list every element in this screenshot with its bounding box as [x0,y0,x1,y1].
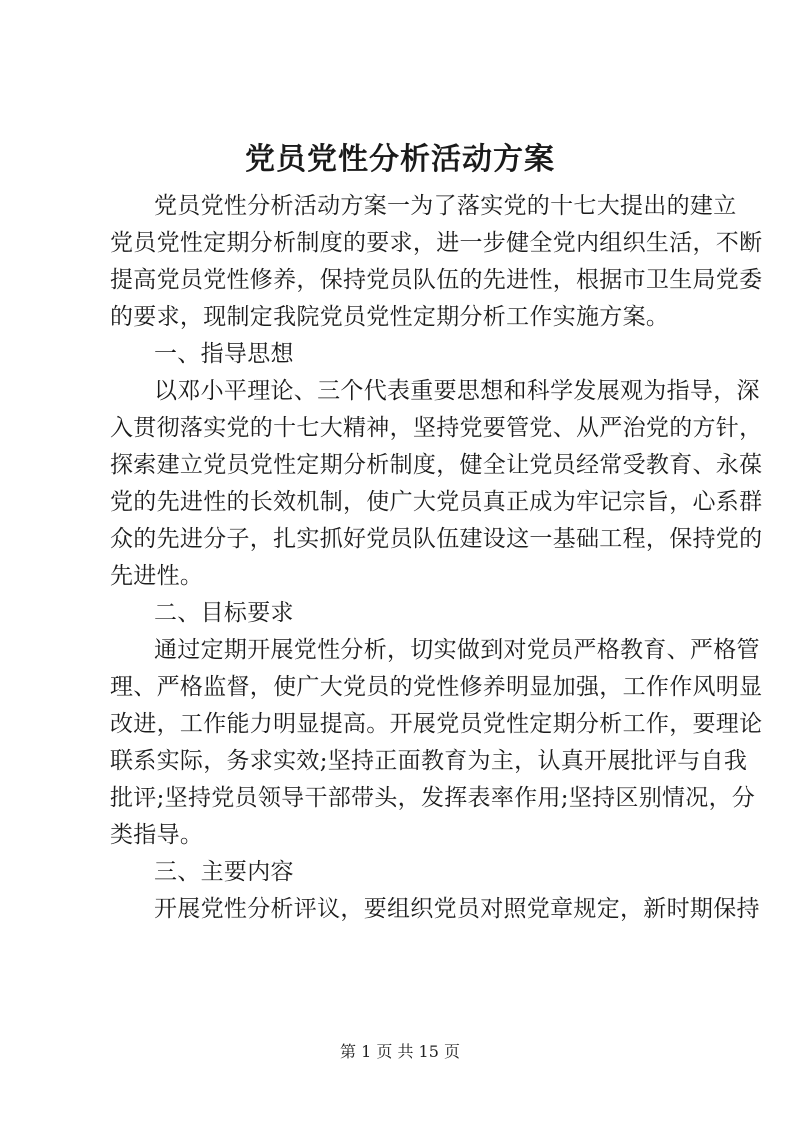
section-heading: 三、主要内容 [154,859,294,885]
paragraph-line: 理、严格监督，使广大党员的党性修养明显加强，工作作风明显 [110,674,763,700]
paragraph-line: 的要求，现制定我院党员党性定期分析工作实施方案。 [110,304,670,330]
paragraph-line: 通过定期开展党性分析，切实做到对党员严格教育、严格管 [154,637,760,663]
paragraph-line: 改进，工作能力明显提高。开展党员党性定期分析工作，要理论 [110,711,763,737]
paragraph-line: 联系实际，务求实效;坚持正面教育为主，认真开展批评与自我 [110,748,748,774]
paragraph-line: 党的先进性的长效机制，使广大党员真正成为牢记宗旨，心系群 [110,489,763,515]
paragraph-line: 开展党性分析评议，要组织党员对照党章规定，新时期保持 [154,896,760,922]
page-number-footer: 第 1 页 共 15 页 [340,1042,460,1061]
paragraph-line: 探索建立党员党性定期分析制度，健全让党员经常受教育、永葆 [110,452,763,478]
paragraph-line: 党员党性分析活动方案一为了落实党的十七大提出的建立 [154,193,737,219]
section-heading: 二、目标要求 [154,600,294,626]
paragraph-line: 众的先进分子，扎实抓好党员队伍建设这一基础工程，保持党的 [110,526,763,552]
document-title: 党员党性分析活动方案 [245,142,555,177]
paragraph-line: 类指导。 [110,822,204,848]
paragraph-line: 提高党员党性修养，保持党员队伍的先进性，根据市卫生局党委 [110,267,763,293]
paragraph-line: 入贯彻落实党的十七大精神，坚持党要管党、从严治党的方针， [110,415,763,441]
document-body [110,188,763,928]
section-heading: 一、指导思想 [154,341,294,367]
paragraph-line: 批评;坚持党员领导干部带头，发挥表率作用;坚持区别情况，分 [110,785,756,811]
paragraph-line: 党员党性定期分析制度的要求，进一步健全党内组织生活，不断 [110,230,763,256]
paragraph-line: 以邓小平理论、三个代表重要思想和科学发展观为指导，深 [154,378,760,404]
paragraph-line: 先进性。 [110,563,204,589]
